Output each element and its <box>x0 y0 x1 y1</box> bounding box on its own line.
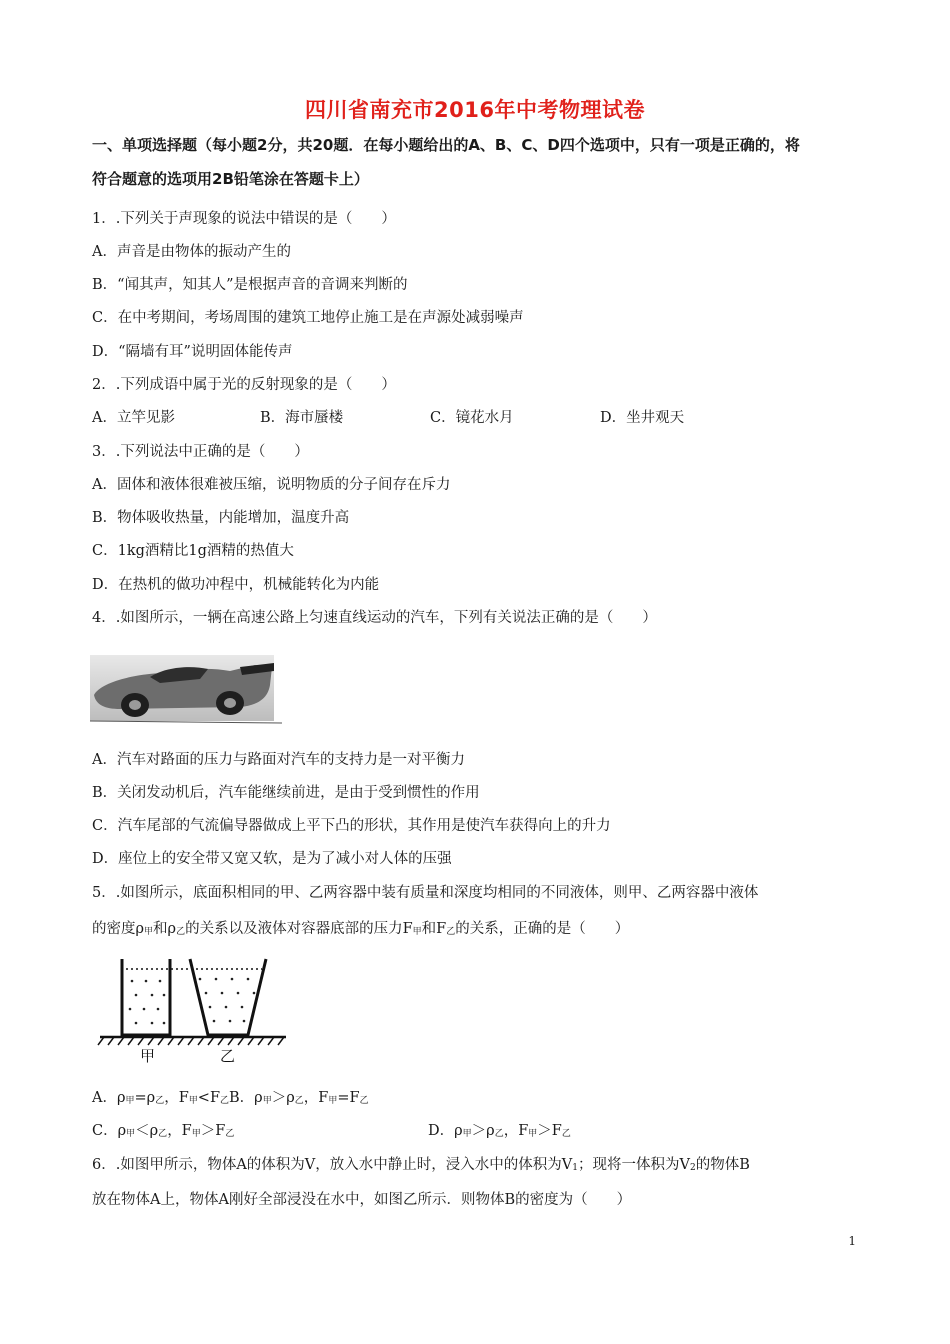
q5-text: 的密度ρ <box>92 921 145 937</box>
q6-text: 的物体B <box>695 1157 750 1173</box>
q3-option-b: B．物体吸收热量，内能增加，温度升高 <box>92 510 350 526</box>
q2-option-b: B．海市蜃楼 <box>260 410 344 426</box>
q5-option-c-text: ＜ρ <box>135 1123 159 1139</box>
q5-option-d <box>428 1119 571 1140</box>
subscript: 甲 <box>528 1129 538 1139</box>
liquid-dots-yi <box>199 978 256 1023</box>
subscript: 乙 <box>225 1129 235 1139</box>
q5-option-d-text: ＞ρ <box>471 1123 495 1139</box>
q5-text: 的关系以及液体对容器底部的压力F <box>185 921 413 937</box>
subscript: 甲 <box>188 1096 198 1106</box>
subscript: 甲 <box>262 1096 272 1106</box>
label-yi: 乙 <box>220 1047 236 1065</box>
page-number: 1 <box>848 1234 856 1248</box>
q5-option-a: =ρ <box>134 1090 156 1106</box>
q5-stem-line2 <box>92 917 629 938</box>
subscript: 乙 <box>158 1129 168 1139</box>
subscript: 乙 <box>294 1096 304 1106</box>
q5-stem-line1: 5．.如图所示，底面积相同的甲、乙两容器中装有质量和深度均相同的不同液体，则甲、乙两容器中液体 <box>92 885 759 901</box>
subscript: 乙 <box>155 1096 165 1106</box>
q5-option-a: A．ρ <box>92 1090 126 1106</box>
q1-stem: 1．.下列关于声现象的说法中错误的是（ ） <box>92 211 396 227</box>
q3-stem: 3．.下列说法中正确的是（ ） <box>92 444 309 460</box>
q5-option-c <box>92 1119 234 1140</box>
q5-option-d-text: D．ρ <box>428 1123 463 1139</box>
q1-option-c: C．在中考期间，考场周围的建筑工地停止施工是在声源处减弱噪声 <box>92 310 524 326</box>
q5-option-b: B．ρ <box>229 1090 263 1106</box>
q5-text: 的关系，正确的是（ ） <box>455 921 630 937</box>
subscript: 甲 <box>328 1096 338 1106</box>
container-yi <box>190 959 266 1035</box>
q4-stem: 4．.如图所示，一辆在高速公路上匀速直线运动的汽车，下列有关说法正确的是（ ） <box>92 610 657 626</box>
subscript: 甲 <box>126 1129 136 1139</box>
q6-stem-line1 <box>92 1153 750 1174</box>
q4-option-d: D．座位上的安全带又宽又软，是为了减小对人体的压强 <box>92 851 452 867</box>
q2-stem: 2．.下列成语中属于光的反射现象的是（ ） <box>92 377 396 393</box>
container-jia <box>122 959 170 1035</box>
front-wheel-hub <box>129 700 141 710</box>
q5-option-d-text: ＞F <box>537 1123 562 1139</box>
q5-option-c-text: C．ρ <box>92 1123 127 1139</box>
q1-option-d: D．“隔墙有耳”说明固体能传声 <box>92 344 293 360</box>
subscript: 甲 <box>412 927 422 937</box>
subscript: 乙 <box>359 1096 369 1106</box>
subscript: 乙 <box>561 1129 571 1139</box>
road-line <box>90 721 282 723</box>
q5-option-a: <F <box>197 1090 221 1106</box>
page-title: 四川省南充市2016年中考物理试卷 <box>305 98 645 122</box>
subscript: 甲 <box>462 1129 472 1139</box>
q3-option-d: D．在热机的做功冲程中，机械能转化为内能 <box>92 577 380 593</box>
q6-text: 6．.如图甲所示，物体A的体积为V，放入水中静止时，浸入水中的体积为V <box>92 1157 573 1173</box>
q2-option-a: A．立竿见影 <box>92 410 175 426</box>
section-heading-line2: 符合题意的选项用2B铅笔涂在答题卡上） <box>92 170 369 188</box>
subscript: 甲 <box>191 1129 201 1139</box>
q5-text: 和F <box>421 921 447 937</box>
subscript: 乙 <box>176 927 186 937</box>
subscript: 乙 <box>494 1129 504 1139</box>
subscript: 甲 <box>144 927 154 937</box>
q6-text: ；现将一体积为V <box>577 1157 690 1173</box>
section-heading-line1: 一、单项选择题（每小题2分，共20题．在每小题给出的A、B、C、D四个选项中，只有一项是正确的，将 <box>92 136 800 154</box>
subscript: 1 <box>572 1163 578 1173</box>
subscript: 乙 <box>446 927 456 937</box>
subscript: 甲 <box>125 1096 135 1106</box>
q1-option-a: A．声音是由物体的振动产生的 <box>92 244 291 260</box>
section-heading <box>92 128 872 196</box>
q5-option-c-text: ＞F <box>200 1123 226 1139</box>
q6-stem-line2: 放在物体A上，物体A刚好全部浸没在水中，如图乙所示．则物体B的密度为（ ） <box>92 1192 632 1208</box>
q5-option-a: ，F <box>164 1090 189 1106</box>
subscript: 2 <box>689 1163 696 1173</box>
q5-option-b: ＞ρ <box>271 1090 295 1106</box>
label-jia: 甲 <box>140 1047 156 1065</box>
q5-option-c-text: ，F <box>167 1123 192 1139</box>
q5-text: 和ρ <box>153 921 177 937</box>
q3-option-a: A．固体和液体很难被压缩，说明物质的分子间存在斥力 <box>92 477 451 493</box>
q4-option-b: B．关闭发动机后，汽车能继续前进，是由于受到惯性的作用 <box>92 785 480 801</box>
subscript: 乙 <box>220 1096 230 1106</box>
rear-wheel-hub <box>224 698 236 708</box>
q1-option-b: B．“闻其声，知其人”是根据声音的音调来判断的 <box>92 277 408 293</box>
q5-option-b: =F <box>337 1090 360 1106</box>
liquid-dots-jia <box>129 980 166 1025</box>
sports-car-image <box>90 655 282 725</box>
q4-option-c: C．汽车尾部的气流偏导器做成上平下凸的形状，其作用是使汽车获得向上的升力 <box>92 818 611 834</box>
containers-diagram <box>96 955 306 1065</box>
q4-option-a: A．汽车对路面的压力与路面对汽车的支持力是一对平衡力 <box>92 752 465 768</box>
q5-options-ab <box>92 1086 369 1107</box>
q5-option-d-text: ，F <box>503 1123 529 1139</box>
q2-option-d: D．坐井观天 <box>600 410 685 426</box>
q2-option-c: C．镜花水月 <box>430 410 514 426</box>
q5-option-b: ，F <box>303 1090 329 1106</box>
q3-option-c: C．1kg酒精比1g酒精的热值大 <box>92 543 294 559</box>
